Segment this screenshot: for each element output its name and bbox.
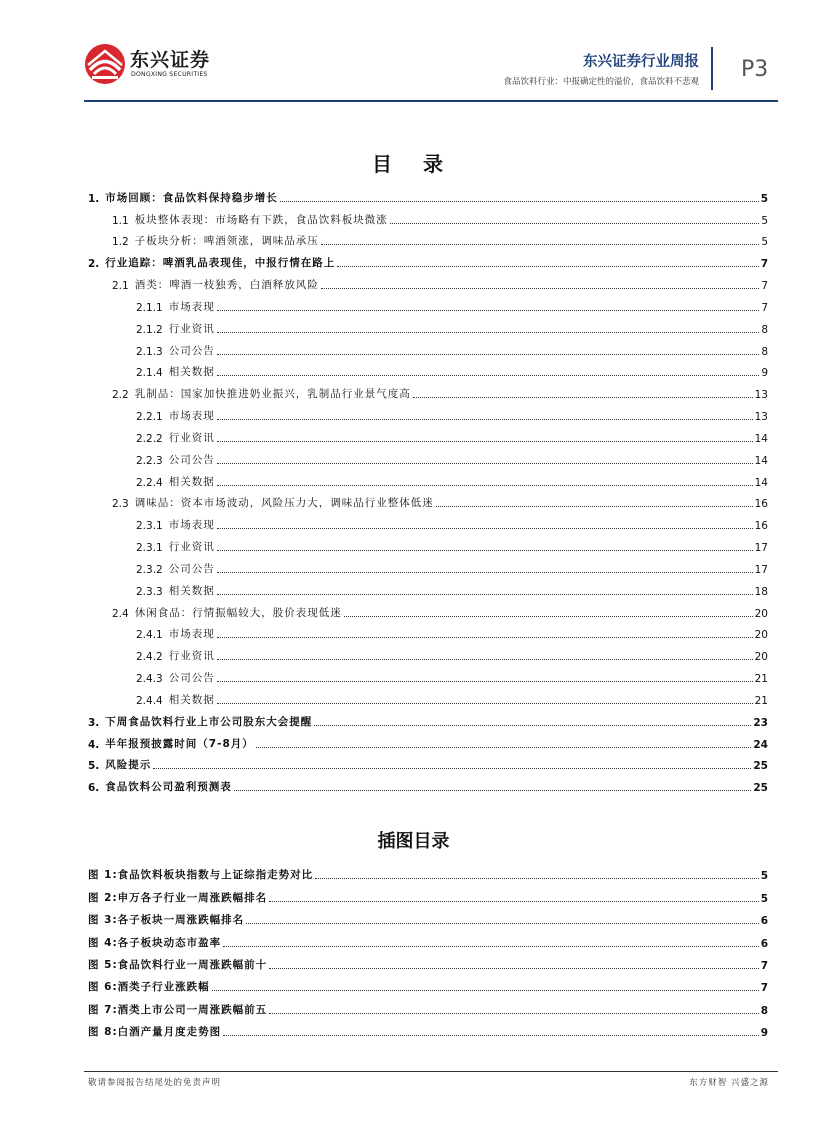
toc-entry-number: 2.1.4	[136, 367, 163, 380]
toc-entry-number: 2.1.1	[136, 301, 163, 314]
toc-entry-text: 相关数据	[168, 475, 215, 488]
toc-entry-text: 市场表现	[168, 519, 215, 532]
toc-entry-number: 6.	[88, 782, 100, 795]
figure-entry-label: 图 1:食品饮料板块指数与上证综指走势对比	[88, 869, 314, 882]
toc-leader-dots	[280, 201, 759, 202]
toc-entry-text: 半年报预披露时间（7-8月）	[105, 737, 254, 750]
toc-leader-dots	[413, 397, 753, 398]
figure-entry[interactable]	[88, 950, 768, 972]
toc-entry-number: 1.2	[112, 236, 129, 249]
toc-entry-page: 5	[760, 192, 768, 205]
report-title: 东兴证券行业周报	[583, 54, 699, 70]
toc-entry-number: 2.2.1	[136, 411, 163, 424]
figure-leader-dots	[223, 946, 759, 947]
toc-leader-dots	[436, 506, 753, 507]
toc-entry-text: 子板块分析：啤酒领涨，调味品承压	[134, 235, 319, 248]
logo-emblem-icon	[84, 43, 126, 85]
toc-leader-dots	[217, 310, 760, 311]
toc-entry-page: 25	[753, 782, 768, 795]
figure-entry[interactable]	[88, 1017, 768, 1039]
toc-entry-text: 调味品：资本市场波动，风险压力大，调味品行业整体低迷	[134, 497, 434, 510]
toc-entry-number: 1.1	[112, 214, 129, 227]
figure-entry-label: 图 6:酒类子行业涨跌幅	[88, 981, 210, 994]
toc-entry-page: 9	[761, 367, 768, 380]
toc-entry-text: 行业追踪：啤酒乳品表现佳，中报行情在路上	[105, 257, 336, 270]
toc-entry-number: 4.	[88, 738, 100, 751]
toc-entry-text: 公司公告	[168, 453, 215, 466]
toc-entry-number: 2.2.3	[136, 454, 163, 467]
toc-entry[interactable]	[88, 270, 768, 292]
toc-entry[interactable]	[88, 685, 768, 707]
toc-entry-page: 14	[754, 432, 768, 445]
page-number: P3	[741, 57, 769, 82]
toc-leader-dots	[321, 288, 760, 289]
toc-entry-text: 板块整体表现：市场略有下跌，食品饮料板块微涨	[134, 213, 388, 226]
toc-entry-page: 8	[761, 345, 768, 358]
toc-entry-page: 16	[754, 520, 768, 533]
toc-entry-page: 14	[754, 454, 768, 467]
toc-leader-dots	[217, 528, 753, 529]
toc-entry-page: 14	[754, 476, 768, 489]
toc-leader-dots	[314, 725, 751, 726]
toc-entry-page: 7	[760, 258, 768, 271]
toc-entry-text: 乳制品：国家加快推进奶业振兴，乳制品行业景气度高	[134, 388, 411, 401]
toc-leader-dots	[217, 375, 760, 376]
toc-leader-dots	[217, 659, 753, 660]
toc-leader-dots	[217, 681, 753, 682]
toc-leader-dots	[217, 332, 760, 333]
toc-entry-number: 2.4.1	[136, 629, 163, 642]
toc-entry[interactable]	[88, 401, 768, 423]
toc-leader-dots	[337, 266, 758, 267]
toc-entry[interactable]	[88, 620, 768, 642]
figure-leader-dots	[315, 878, 759, 879]
toc-entry-page: 24	[753, 738, 768, 751]
toc-entry-text: 公司公告	[168, 344, 215, 357]
toc-leader-dots	[217, 594, 753, 595]
toc-entry-number: 2.3.2	[136, 563, 163, 576]
figure-entry-page: 9	[760, 1027, 768, 1040]
toc-entry-text: 市场表现	[168, 300, 215, 313]
toc-entry-page: 20	[754, 629, 768, 642]
figure-entry-page: 5	[760, 870, 768, 883]
toc-entry-page: 7	[761, 280, 768, 293]
toc-leader-dots	[217, 441, 753, 442]
figure-entry[interactable]	[88, 860, 768, 882]
toc-entry-number: 2.4.3	[136, 673, 163, 686]
page-header	[0, 0, 827, 108]
figure-entry-label: 图 7:酒类上市公司一周涨跌幅前五	[88, 1003, 268, 1016]
toc-entry-page: 20	[754, 607, 768, 620]
logo-name-cn: 东兴证券	[130, 49, 211, 71]
toc-leader-dots	[344, 616, 753, 617]
toc-entry-page: 8	[761, 323, 768, 336]
figure-leader-dots	[269, 968, 759, 969]
figure-leader-dots	[212, 990, 759, 991]
figure-leader-dots	[246, 923, 759, 924]
toc-entry[interactable]	[88, 598, 768, 620]
toc-entry-text: 行业资讯	[168, 322, 215, 335]
toc-entry[interactable]	[88, 423, 768, 445]
toc-entry[interactable]	[88, 772, 768, 794]
toc-entry-text: 相关数据	[168, 584, 215, 597]
company-logo	[84, 43, 224, 91]
toc-entry-page: 13	[754, 411, 768, 424]
figure-entry-page: 6	[760, 915, 768, 928]
footer-disclaimer: 敬请参阅报告结尾处的免责声明	[88, 1078, 222, 1088]
toc-leader-dots	[217, 354, 760, 355]
toc-entry[interactable]	[88, 751, 768, 773]
toc-leader-dots	[390, 223, 760, 224]
toc-entry-number: 2.1.2	[136, 323, 163, 336]
toc-entry-number: 2.3.3	[136, 585, 163, 598]
toc-entry-number: 2.	[88, 258, 100, 271]
toc-leader-dots	[321, 244, 760, 245]
footer-rule	[84, 1071, 778, 1072]
toc-entry-number: 2.4.2	[136, 651, 163, 664]
figure-entry-page: 7	[760, 982, 768, 995]
figure-leader-dots	[223, 1035, 759, 1036]
toc-entry-text: 市场回顾：食品饮料保持稳步增长	[105, 191, 278, 204]
toc-entry-page: 17	[754, 542, 768, 555]
toc-entry[interactable]	[88, 336, 768, 358]
toc-entry-number: 2.2.4	[136, 476, 163, 489]
toc-entry-page: 5	[761, 214, 768, 227]
figure-entry[interactable]	[88, 927, 768, 949]
toc-entry[interactable]	[88, 248, 768, 270]
toc-leader-dots	[217, 463, 753, 464]
toc-leader-dots	[217, 550, 753, 551]
toc-leader-dots	[256, 747, 752, 748]
toc-entry-page: 17	[754, 563, 768, 576]
figure-entry-label: 图 2:申万各子行业一周涨跌幅排名	[88, 891, 268, 904]
toc-entry[interactable]	[88, 205, 768, 227]
toc-entry-text: 相关数据	[168, 693, 215, 706]
figure-entry[interactable]	[88, 882, 768, 904]
footer-slogan: 东方财智 兴盛之源	[689, 1078, 769, 1088]
toc-entry-page: 20	[754, 651, 768, 664]
toc-entry[interactable]	[88, 358, 768, 380]
toc-entry[interactable]	[88, 663, 768, 685]
toc-entry-text: 市场表现	[168, 628, 215, 641]
toc-entry-text: 行业资讯	[168, 541, 215, 554]
toc-entry-number: 2.4.4	[136, 694, 163, 707]
toc-entry[interactable]	[88, 576, 768, 598]
toc-leader-dots	[217, 419, 753, 420]
toc-entry[interactable]	[88, 554, 768, 576]
toc-entry-number: 2.1.3	[136, 345, 163, 358]
toc-entry-page: 7	[761, 301, 768, 314]
toc-leader-dots	[217, 703, 753, 704]
toc-entry-page: 5	[761, 236, 768, 249]
toc-entry[interactable]	[88, 467, 768, 489]
toc-entry-number: 2.3	[112, 498, 129, 511]
toc-entry[interactable]	[88, 379, 768, 401]
figure-entry[interactable]	[88, 994, 768, 1016]
toc-entry-text: 食品饮料公司盈利预测表	[105, 781, 232, 794]
toc-entry[interactable]	[88, 489, 768, 511]
toc-leader-dots	[217, 637, 753, 638]
toc-entry[interactable]	[88, 445, 768, 467]
toc-entry-page: 23	[753, 716, 768, 729]
figure-entry-page: 6	[760, 937, 768, 950]
toc-entry-text: 下周食品饮料行业上市公司股东大会提醒	[105, 715, 313, 728]
toc-entry-number: 2.1	[112, 280, 129, 293]
toc-entry-page: 13	[754, 389, 768, 402]
toc-entry-number: 2.4	[112, 607, 129, 620]
figure-entry[interactable]	[88, 972, 768, 994]
toc-entry-number: 2.2	[112, 389, 129, 402]
toc-leader-dots	[217, 485, 753, 486]
toc-entry-page: 21	[754, 673, 768, 686]
toc-entry-number: 1.	[88, 192, 100, 205]
toc-entry[interactable]	[88, 510, 768, 532]
header-rule	[84, 100, 778, 102]
toc-entry-text: 风险提示	[105, 759, 152, 772]
figure-leader-dots	[269, 901, 759, 902]
toc-entry-page: 21	[754, 694, 768, 707]
figure-entry-page: 5	[760, 892, 768, 905]
toc-entry-number: 2.3.1	[136, 542, 163, 555]
toc-entry-text: 相关数据	[168, 366, 215, 379]
toc-entry-text: 酒类：啤酒一枝独秀，白酒释放风险	[134, 279, 319, 292]
figure-entry-label: 图 4:各子板块动态市盈率	[88, 936, 222, 949]
report-subtitle: 食品饮料行业：中报确定性的溢价，食品饮料不悲观	[503, 77, 699, 87]
toc-entry-text: 休闲食品：行情振幅较大，股价表现低迷	[134, 606, 342, 619]
table-of-contents	[88, 183, 768, 794]
figure-entry-label: 图 8:白酒产量月度走势图	[88, 1026, 222, 1039]
figure-entry[interactable]	[88, 905, 768, 927]
header-divider	[711, 47, 713, 90]
toc-entry-text: 市场表现	[168, 410, 215, 423]
figure-entry-page: 7	[760, 959, 768, 972]
toc-entry-page: 25	[753, 760, 768, 773]
figure-list-title: 插图目录	[377, 831, 450, 852]
toc-entry-page: 16	[754, 498, 768, 511]
figure-entry-label: 图 3:各子板块一周涨跌幅排名	[88, 914, 245, 927]
toc-leader-dots	[153, 768, 751, 769]
figure-leader-dots	[269, 1013, 759, 1014]
logo-name-en: DONGXING SECURITIES	[131, 71, 208, 78]
toc-entry-number: 2.2.2	[136, 432, 163, 445]
toc-entry-text: 公司公告	[168, 562, 215, 575]
figure-entry-label: 图 5:食品饮料行业一周涨跌幅前十	[88, 958, 268, 971]
toc-entry-page: 18	[754, 585, 768, 598]
toc-entry[interactable]	[88, 292, 768, 314]
toc-entry[interactable]	[88, 532, 768, 554]
toc-leader-dots	[217, 572, 753, 573]
toc-entry[interactable]	[88, 641, 768, 663]
toc-entry[interactable]	[88, 729, 768, 751]
toc-entry[interactable]	[88, 227, 768, 249]
figure-entry-page: 8	[760, 1004, 768, 1017]
toc-entry-text: 行业资讯	[168, 431, 215, 444]
toc-entry-text: 行业资讯	[168, 650, 215, 663]
toc-entry[interactable]	[88, 314, 768, 336]
toc-entry[interactable]	[88, 183, 768, 205]
figure-list	[88, 860, 768, 1039]
toc-title: 目 录	[372, 152, 455, 176]
toc-entry-number: 3.	[88, 716, 100, 729]
toc-entry-number: 5.	[88, 760, 100, 773]
toc-leader-dots	[234, 790, 752, 791]
toc-entry[interactable]	[88, 707, 768, 729]
toc-entry-text: 公司公告	[168, 672, 215, 685]
toc-entry-number: 2.3.1	[136, 520, 163, 533]
